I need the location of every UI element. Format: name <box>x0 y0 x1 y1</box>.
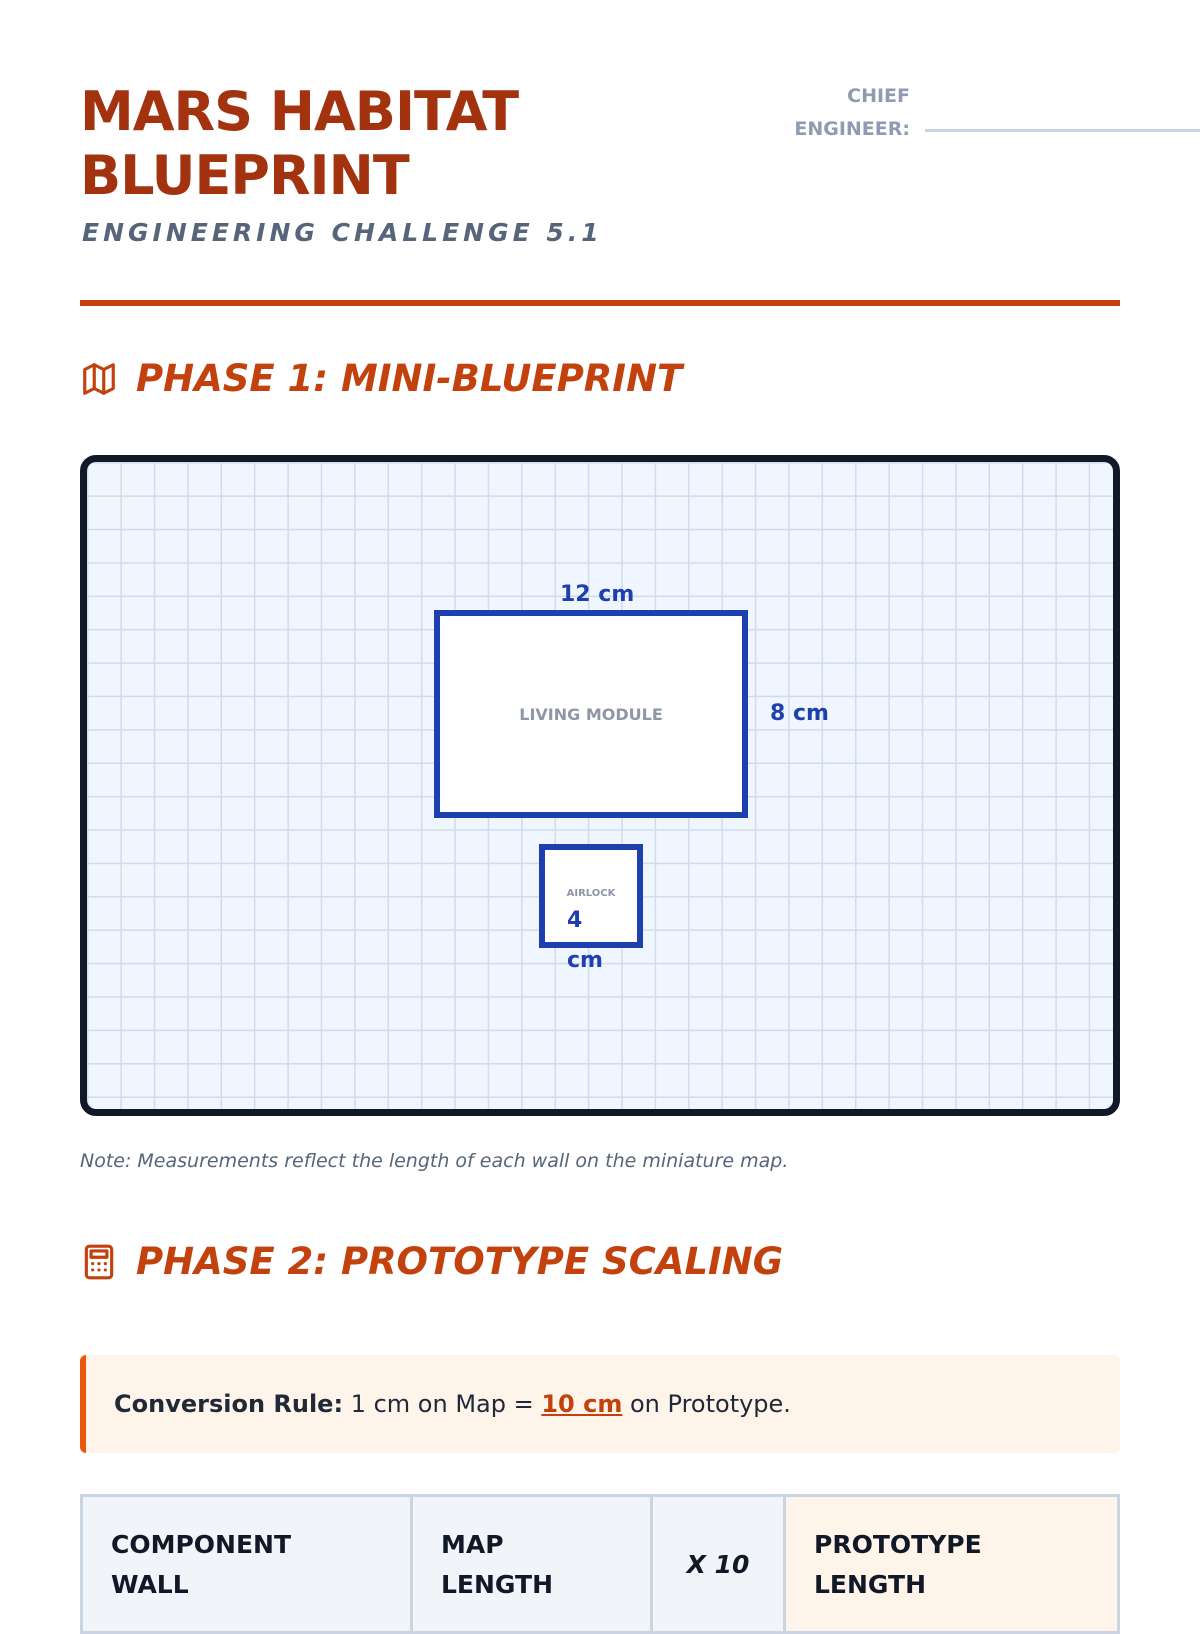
phase-1-title: PHASE 1: MINI-BLUEPRINT <box>136 357 683 400</box>
worksheet-page <box>80 0 1120 1600</box>
chief-engineer-name-line[interactable] <box>925 129 1200 132</box>
conversion-rule-callout <box>80 1355 1120 1453</box>
airlock-dimension-value: 4 <box>567 908 583 933</box>
component-header-line-2: WALL <box>111 1570 189 1599</box>
airlock-dimension-unit: cm <box>567 948 603 973</box>
airlock <box>539 844 643 948</box>
header-divider <box>80 300 1120 306</box>
page-subtitle: ENGINEERING CHALLENGE 5.1 <box>82 218 603 247</box>
proto-header-line-2: LENGTH <box>814 1570 926 1599</box>
living-module-height-label: 8 cm <box>770 701 829 726</box>
airlock-label: AIRLOCK <box>566 888 616 899</box>
conversion-rule-label: Conversion Rule: <box>114 1390 344 1418</box>
title-line-1: MARS HABITAT <box>80 80 519 143</box>
map-header-line-1: MAP <box>441 1530 504 1559</box>
column-header-map-length <box>413 1497 653 1631</box>
title-line-2: BLUEPRINT <box>80 144 409 207</box>
column-header-prototype-length <box>786 1497 1117 1631</box>
blueprint-grid <box>80 455 1120 1116</box>
conversion-rule-text-post: on Prototype. <box>630 1390 791 1418</box>
page-title <box>80 80 518 208</box>
calculator-icon <box>80 1243 118 1281</box>
map-header-line-2: LENGTH <box>441 1570 553 1599</box>
chief-label-line-2: ENGINEER: <box>794 118 910 140</box>
living-module <box>434 610 748 818</box>
chief-engineer-label <box>700 80 910 146</box>
scaling-table <box>80 1494 1120 1634</box>
column-header-multiplier: X 10 <box>653 1497 786 1631</box>
conversion-rule-value: 10 cm <box>541 1390 623 1418</box>
phase-1-heading <box>80 357 682 400</box>
living-module-width-label: 12 cm <box>560 582 635 607</box>
proto-header-line-1: PROTOTYPE <box>814 1530 982 1559</box>
column-header-component <box>83 1497 413 1631</box>
living-module-label: LIVING MODULE <box>519 705 663 724</box>
phase-2-title: PHASE 2: PROTOTYPE SCALING <box>136 1240 784 1283</box>
map-icon <box>80 360 118 398</box>
conversion-rule-text-pre: 1 cm on Map = <box>350 1390 534 1418</box>
phase-2-heading <box>80 1240 783 1283</box>
blueprint-note: Note: Measurements reflect the length of each wall on the miniature map. <box>80 1150 789 1172</box>
chief-label-line-1: CHIEF <box>847 85 910 107</box>
component-header-line-1: COMPONENT <box>111 1530 292 1559</box>
